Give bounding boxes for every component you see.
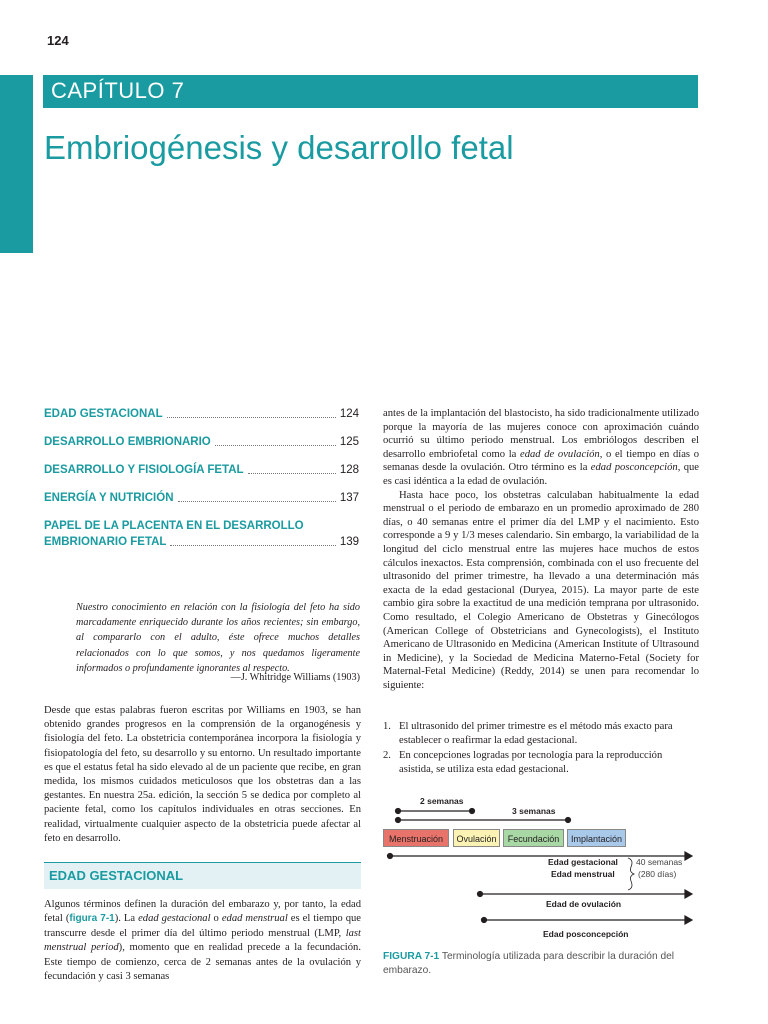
label-40-semanas: 40 semanas xyxy=(636,857,683,867)
phase-fecundacion: Fecundación xyxy=(503,829,564,847)
list-item: 2. En concepciones logradas por tecnología para la reproducción asistida, se utiliza esta edad gestacional. xyxy=(383,750,663,775)
toc-item[interactable] xyxy=(44,434,359,450)
toc-label: EDAD GESTACIONAL xyxy=(44,408,163,420)
page-number: 124 xyxy=(47,33,69,48)
epigraph-attribution: —J. Whitridge Williams (1903) xyxy=(230,672,360,683)
toc-page: 128 xyxy=(339,464,359,476)
label-3-semanas: 3 semanas xyxy=(512,806,556,816)
phase-ovulacion: Ovulación xyxy=(453,829,500,847)
side-color-tab xyxy=(0,75,33,253)
table-of-contents xyxy=(44,406,359,550)
right-column-text xyxy=(383,407,699,692)
list-item: 1. El ultrasonido del primer trimestre es el método más exacto para establecer o reafirmar la edad gestacional. xyxy=(383,721,673,746)
figure-7-1 xyxy=(370,790,710,940)
section-heading: EDAD GESTACIONAL xyxy=(49,868,184,883)
toc-item[interactable] xyxy=(44,490,359,506)
toc-item[interactable] xyxy=(44,462,359,478)
toc-page: 137 xyxy=(339,492,359,504)
label-280-dias: (280 días) xyxy=(638,869,677,879)
phase-implantacion: Implantación xyxy=(567,829,626,847)
paragraph: Hasta hace poco, los obstetras calculaban habitualmente la edad menstrual o el periodo de embarazo en un promedio aproximado de 280 días, o 40 semanas entre el primer día del LMP y el nacimiento. Esto corresponde a 9 y 1/3 meses calendario. Sin embargo, la variabilidad de la longitud del ciclo menstrual entre las mujeres hace muchos de estos cálculos inexactos. Esta comprensión, combinada con el uso frecuente del ultrasonido del primer trimestre, ha llevado a una determinación más exacta de la edad gestacional (Duryea, 2015). La mayor parte de este cambio gira sobre la exactitud de una medición temprana por ultrasonido. Como resultado, el Colegio Americano de Obstetras y Ginecólogos (American College of Obstetricians and Gynecologists), el Instituto Americano de Ultrasonido en Medicina (American Institute of Ultrasound in Medicine), y la Sociedad de Medicina Materno-Fetal (Society for Maternal-Fetal Medicine) (Reddy, 2014) se unen para recomendar lo siguiente: xyxy=(383,489,699,691)
figure-caption-text: Terminología utilizada para describir la duración del embarazo. xyxy=(383,951,675,976)
toc-item[interactable] xyxy=(44,518,359,550)
toc-page: 125 xyxy=(339,436,359,448)
figure-link[interactable]: figura 7-1 xyxy=(69,913,115,925)
epigraph-quote: Nuestro conocimiento en relación con la fisiología del feto ha sido marcadamente enriquecido durante los años recientes; sin embargo, al compararlo con el adulto, éste ofrece muchos detalles relacionados con lo que somos, y nos quedamos ligeramente informados o profundamente ignorantes al respecto. xyxy=(76,602,360,674)
section-paragraph: Algunos términos definen la duración del embarazo y, por tanto, la edad fetal (figura 7-1). La edad gestacional o edad menstrual es el tiempo que transcurre desde el primer día del último periodo menstrual (LMP, last menstrual period), momento que en realidad precede a la fecundación. Este tiempo de comienzo, cerca de 2 semanas antes de la ovulación y fecundación y casi 3 semanas xyxy=(44,899,361,983)
label-2-semanas: 2 semanas xyxy=(420,796,464,806)
label-edad-menstrual: Edad menstrual xyxy=(551,869,615,879)
label-edad-ovulacion: Edad de ovulación xyxy=(546,899,622,909)
toc-page: 139 xyxy=(339,536,359,548)
chapter-title: Embriogénesis y desarrollo fetal xyxy=(44,129,514,166)
section-heading-bar xyxy=(44,862,361,889)
toc-item[interactable] xyxy=(44,406,359,422)
chapter-label: CAPÍTULO 7 xyxy=(51,78,185,103)
intro-paragraph: Desde que estas palabras fueron escritas por Williams en 1903, se han obtenido grandes progresos en la comprensión de la organogénesis y fisiología del feto. La obstetricia contemporánea incorpora la fisiología y fisiopatología del feto, su desarrollo y su entorno. Un resultado importante es que el estatus fetal ha sido elevado al de un paciente que recibe, en gran medida, los mismos cuidados meticulosos que los obstetras dan a las gestantes. En nuestra 25a. edición, la sección 5 se dedica por completo al paciente fetal, como los capítulos individuales en otras secciones. En realidad, virtualmente cualquier aspecto de la obstetricia puede afectar al feto en desarrollo. xyxy=(44,705,361,844)
phase-menstruacion: Menstruación xyxy=(383,829,449,847)
figure-caption xyxy=(383,950,699,978)
paragraph: antes de la implantación del blastocisto, ha sido tradicionalmente utilizado porque la mayoría de las mujeres conoce con aproximación cuándo ocurrió su último periodo menstrual. Los embriólogos describen el desarrollo embriofetal como la edad de ovulación, o el tiempo en días o semanas desde la ovulación. Otro término es la edad posconcepción, que es casi idéntica a la edad de ovulación. xyxy=(383,408,699,487)
toc-label: EMBRIONARIO FETAL xyxy=(44,536,167,548)
toc-label: DESARROLLO EMBRIONARIO xyxy=(44,436,211,448)
label-edad-gestacional: Edad gestacional xyxy=(548,857,618,867)
recommendation-list xyxy=(383,720,699,778)
figure-caption-label: FIGURA 7-1 xyxy=(383,951,440,962)
toc-label: DESARROLLO Y FISIOLOGÍA FETAL xyxy=(44,464,244,476)
toc-page: 124 xyxy=(339,408,359,420)
toc-label: ENERGÍA Y NUTRICIÓN xyxy=(44,492,174,504)
toc-label: PAPEL DE LA PLACENTA EN EL DESARROLLO xyxy=(44,520,304,532)
label-edad-posconcepcion: Edad posconcepción xyxy=(543,929,629,939)
